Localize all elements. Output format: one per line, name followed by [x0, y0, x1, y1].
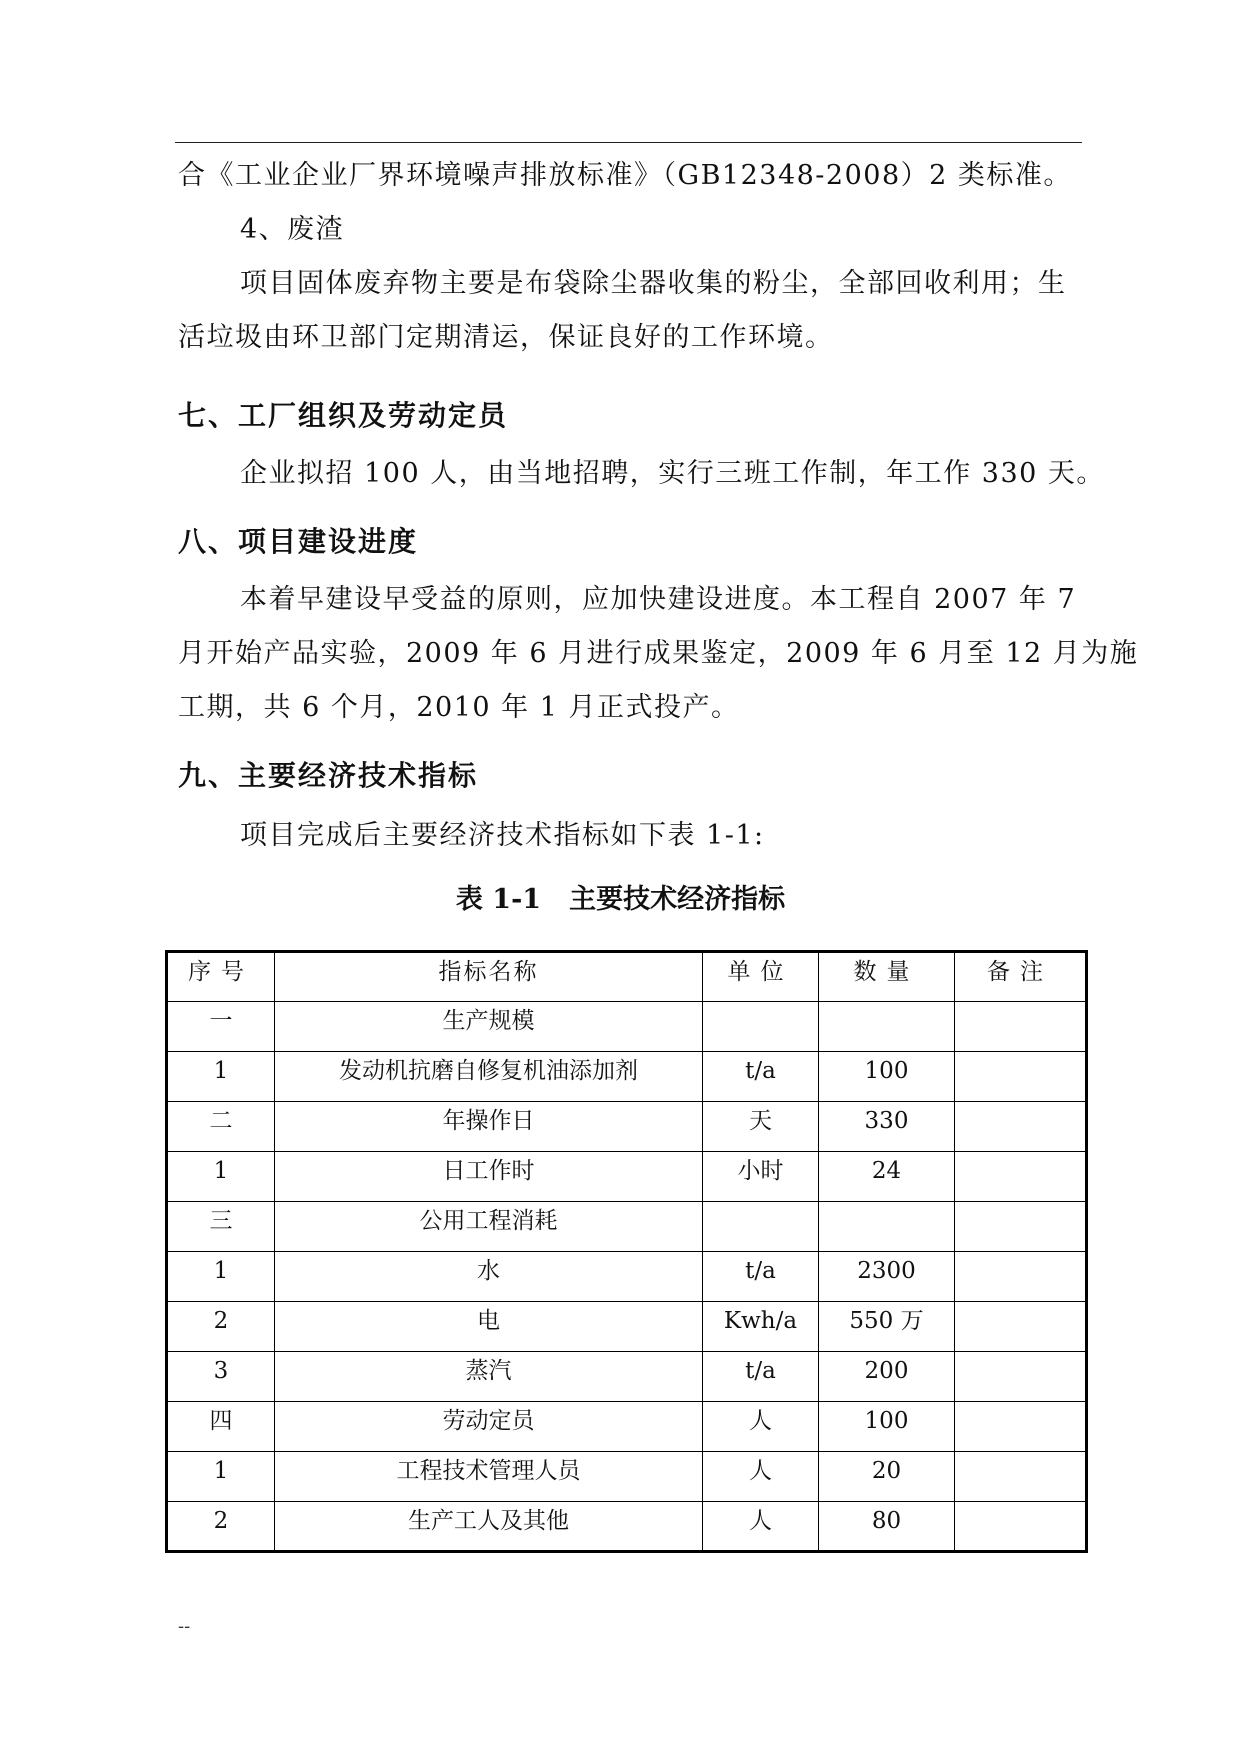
paragraph-table-intro: 项目完成后主要经济技术指标如下表 1-1: [240, 820, 765, 851]
header-cell-remarks: 备注 [955, 952, 1087, 1002]
cell-index: 二 [167, 1102, 275, 1152]
paragraph-waste-line2: 活垃圾由环卫部门定期清运，保证良好的工作环境。 [178, 322, 834, 353]
cell-unit: 天 [703, 1102, 819, 1152]
table-row [167, 1252, 1087, 1302]
cell-index: 2 [167, 1502, 275, 1552]
cell-index: 3 [167, 1352, 275, 1402]
cell-unit [703, 1202, 819, 1252]
cell-name: 日工作时 [275, 1152, 703, 1202]
paragraph-schedule-line2: 月开始产品实验，2009 年 6 月进行成果鉴定，2009 年 6 月至 12 月为施 [178, 638, 1139, 669]
table-row [167, 1402, 1087, 1452]
table-row [167, 1152, 1087, 1202]
cell-index: 2 [167, 1302, 275, 1352]
cell-quantity: 200 [819, 1352, 955, 1402]
table-row [167, 1302, 1087, 1352]
table-row [167, 1452, 1087, 1502]
cell-name: 生产工人及其他 [275, 1502, 703, 1552]
cell-quantity: 100 [819, 1402, 955, 1452]
cell-unit: Kwh/a [703, 1302, 819, 1352]
table-row [167, 1002, 1087, 1052]
header-cell-quantity: 数量 [819, 952, 955, 1002]
table-caption-number: 表 1-1 [455, 884, 542, 915]
cell-unit: 小时 [703, 1152, 819, 1202]
table-row [167, 1502, 1087, 1552]
cell-quantity [819, 1202, 955, 1252]
cell-name: 电 [275, 1302, 703, 1352]
section-heading-7: 七、工厂组织及劳动定员 [178, 399, 509, 432]
cell-remarks [955, 1352, 1087, 1402]
cell-name: 劳动定员 [275, 1402, 703, 1452]
cell-quantity [819, 1002, 955, 1052]
cell-quantity: 2300 [819, 1252, 955, 1302]
cell-name: 发动机抗磨自修复机油添加剂 [275, 1052, 703, 1102]
cell-index: 一 [167, 1002, 275, 1052]
section-heading-9: 九、主要经济技术指标 [178, 759, 479, 792]
cell-index: 1 [167, 1452, 275, 1502]
header-rule [175, 142, 1082, 143]
cell-remarks [955, 1102, 1087, 1152]
cell-unit: t/a [703, 1352, 819, 1402]
table-header-row [167, 952, 1087, 1002]
cell-remarks [955, 1202, 1087, 1252]
cell-quantity: 80 [819, 1502, 955, 1552]
cell-name: 公用工程消耗 [275, 1202, 703, 1252]
header-cell-index: 序号 [167, 952, 275, 1002]
cell-name: 水 [275, 1252, 703, 1302]
cell-index: 1 [167, 1152, 275, 1202]
cell-remarks [955, 1252, 1087, 1302]
table-row [167, 1352, 1087, 1402]
cell-index: 1 [167, 1052, 275, 1102]
cell-remarks [955, 1502, 1087, 1552]
cell-name: 蒸汽 [275, 1352, 703, 1402]
cell-unit: t/a [703, 1052, 819, 1102]
paragraph-waste-line1: 项目固体废弃物主要是布袋除尘器收集的粉尘，全部回收利用；生 [240, 268, 1067, 299]
cell-quantity: 100 [819, 1052, 955, 1102]
cell-quantity: 20 [819, 1452, 955, 1502]
paragraph-schedule-line3: 工期，共 6 个月，2010 年 1 月正式投产。 [178, 692, 740, 723]
cell-remarks [955, 1402, 1087, 1452]
paragraph-noise-standard: 合《工业企业厂界环境噪声排放标准》（GB12348-2008）2 类标准。 [178, 160, 1072, 191]
paragraph-staffing: 企业拟招 100 人，由当地招聘，实行三班工作制，年工作 330 天。 [240, 458, 1105, 489]
cell-remarks [955, 1002, 1087, 1052]
subheading-waste: 4、废渣 [240, 214, 345, 245]
cell-remarks [955, 1052, 1087, 1102]
cell-remarks [955, 1152, 1087, 1202]
cell-name: 生产规模 [275, 1002, 703, 1052]
cell-remarks [955, 1302, 1087, 1352]
indicators-table [165, 950, 1088, 1553]
table-caption [0, 882, 1241, 918]
cell-unit: 人 [703, 1402, 819, 1452]
header-cell-unit: 单位 [703, 952, 819, 1002]
cell-unit: t/a [703, 1252, 819, 1302]
cell-quantity: 550 万 [819, 1302, 955, 1352]
section-heading-8: 八、项目建设进度 [178, 525, 419, 558]
table-caption-title: 主要技术经济指标 [569, 884, 786, 915]
paragraph-schedule-line1: 本着早建设早受益的原则，应加快建设进度。本工程自 2007 年 7 [240, 584, 1077, 615]
cell-index: 1 [167, 1252, 275, 1302]
table-row [167, 1102, 1087, 1152]
header-cell-name: 指标名称 [275, 952, 703, 1002]
table-row [167, 1052, 1087, 1102]
cell-index: 三 [167, 1202, 275, 1252]
cell-unit: 人 [703, 1452, 819, 1502]
cell-unit: 人 [703, 1502, 819, 1552]
cell-quantity: 330 [819, 1102, 955, 1152]
cell-unit [703, 1002, 819, 1052]
cell-quantity: 24 [819, 1152, 955, 1202]
page-footer: -- [178, 1616, 191, 1637]
cell-remarks [955, 1452, 1087, 1502]
cell-name: 年操作日 [275, 1102, 703, 1152]
cell-name: 工程技术管理人员 [275, 1452, 703, 1502]
cell-index: 四 [167, 1402, 275, 1452]
table-row [167, 1202, 1087, 1252]
